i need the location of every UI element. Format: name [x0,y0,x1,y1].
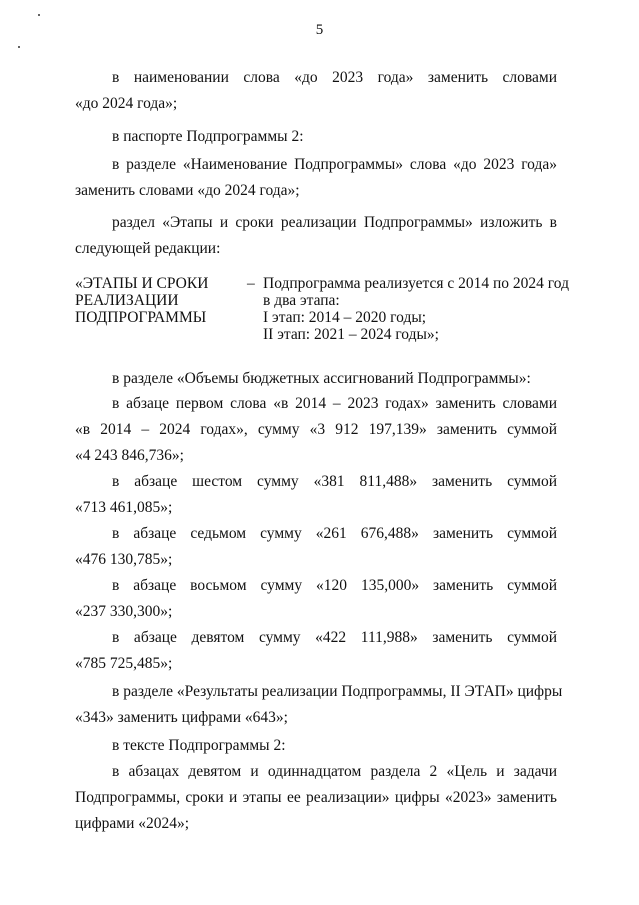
paragraph [75,679,563,731]
stages-label-line: ПОДПРОГРАММЫ [75,309,207,326]
text-line: цифрами «2024»; [75,815,190,832]
stages-value-line: в два этапа: [263,292,340,309]
text-line: раздел «Этапы и сроки реализации Подпрограммы» изложить в [112,214,557,231]
text-line: в разделе «Наименование Подпрограммы» слова «до 2023 года» [112,156,557,173]
text-line: в абзаце седьмом сумму «261 676,488» заменить суммой [112,525,557,542]
text-line: «4 243 846,736»; [75,447,184,464]
text-line: в абзаце девятом сумму «422 111,988» заменить суммой [112,629,557,646]
text-line: в абзаце восьмом сумму «120 135,000» заменить суммой [112,577,557,594]
paragraph [75,391,557,469]
text-line: в разделе «Результаты реализации Подпрограммы, II ЭТАП» цифры [112,683,563,700]
paragraph [75,210,557,262]
text-line: «в 2014 – 2024 годах», сумму «3 912 197,139» заменить суммой [75,421,557,438]
paragraph [75,759,557,837]
paragraph [75,65,557,117]
paragraph [75,521,557,573]
scan-speck [38,14,40,16]
stages-value [263,275,569,343]
text-line: «237 330,300»; [75,603,173,620]
paragraph [75,573,557,625]
text-line: «785 725,485»; [75,655,173,672]
paragraph [75,733,557,759]
paragraph [75,625,557,677]
text-line: заменить словами «до 2024 года»; [75,182,300,199]
paragraph [75,124,557,150]
paragraph [75,469,557,521]
stages-value-line: Подпрограмма реализуется с 2014 по 2024 год [263,275,569,292]
text-line: «343» заменить цифрами «643»; [75,709,288,726]
scan-speck [18,46,20,48]
stages-label [75,275,245,326]
text-line: в абзацах девятом и одиннадцатом раздела 2 «Цель и задачи [112,763,557,780]
text-line: в паспорте Подпрограммы 2: [112,128,304,145]
text-line: в разделе «Объемы бюджетных ассигнований Подпрограммы»: [112,370,531,387]
text-line: в абзаце первом слова «в 2014 – 2023 годах» заменить словами [112,395,557,412]
page-number: 5 [315,22,324,38]
paragraph [75,366,557,392]
stages-value-line: II этап: 2021 – 2024 годы»; [263,326,439,343]
stages-label-line: «ЭТАПЫ И СРОКИ [75,275,209,292]
stages-value-line: I этап: 2014 – 2020 годы; [263,309,427,326]
text-line: в абзаце шестом сумму «381 811,488» заменить суммой [112,473,557,490]
paragraph [75,152,557,204]
text-line: «713 461,085»; [75,499,173,516]
text-line: «476 130,785»; [75,551,173,568]
text-line: «до 2024 года»; [75,95,178,112]
text-line: в наименовании слова «до 2023 года» заменить словами [112,69,557,86]
stages-label-line: РЕАЛИЗАЦИИ [75,292,179,309]
text-line: в тексте Подпрограммы 2: [112,737,286,754]
stages-dash: – [247,275,255,292]
text-line: Подпрограммы, сроки и этапы ее реализации» цифры «2023» заменить [75,789,557,806]
text-line: следующей редакции: [75,240,221,257]
